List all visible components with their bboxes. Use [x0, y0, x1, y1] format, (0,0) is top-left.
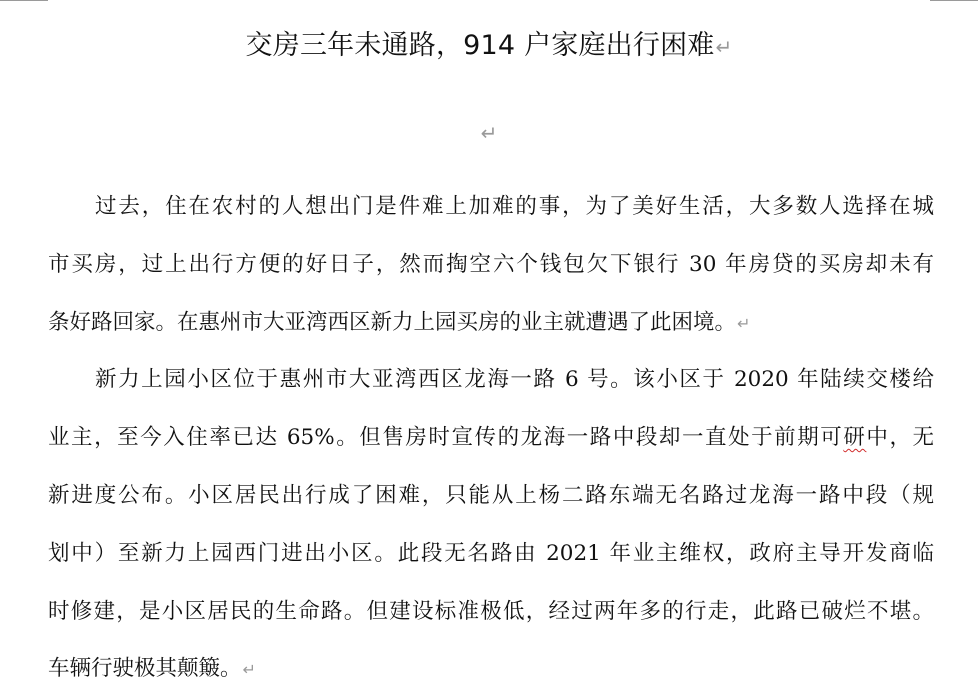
paragraph-mark-icon: ↵: [715, 35, 733, 59]
paragraph-2-line-2: [48, 409, 934, 467]
paragraph-mark-icon: ↵: [242, 660, 256, 680]
title-text: 交房三年未通路，914 户家庭出行困难: [245, 30, 715, 61]
paragraph-1-line-2: 市买房，过上出行方便的好日子，然而掏空六个钱包欠下银行 30 年房贷的买房却未有: [48, 251, 934, 277]
document-title[interactable]: [0, 26, 978, 67]
paragraph-mark-icon: ↵: [737, 313, 751, 333]
paragraph-2-line-6-text: 车辆行驶极其颠簸。: [48, 656, 242, 682]
paragraph-2-line-3: 新进度公布。小区居民出行成了困难，只能从上杨二路东端无名路过龙海一路中段（规: [48, 482, 934, 508]
page-corner-mark-left: [0, 0, 48, 1]
empty-paragraph[interactable]: [0, 118, 978, 150]
document-body[interactable]: [48, 178, 934, 690]
paragraph-2-line-2-text: 业主，至今入住率已达 65%。但售房时宣传的龙海一路中段却一直处于前期可: [48, 425, 844, 451]
paragraph-2-line-2-tail: 中，无: [866, 425, 934, 451]
paragraph-mark-icon: ↵: [480, 121, 498, 145]
paragraph-1-line-3: [48, 294, 934, 352]
paragraph-1-line-1: 过去，住在农村的人想出门是件难上加难的事，为了美好生活，大多数人选择在城: [95, 194, 934, 219]
paragraph-2-line-4: 划中）至新力上园西门进出小区。此段无名路由 2021 年业主维权，政府主导开发商临: [48, 540, 934, 566]
paragraph-2-line-1: 新力上园小区位于惠州市大亚湾西区龙海一路 6 号。该小区于 2020 年陆续交楼给: [95, 367, 934, 393]
paragraph-2-line-6: [48, 640, 934, 690]
page-corner-mark-right: [930, 0, 978, 1]
paragraph-1-line-3-text: 条好路回家。在惠州市大亚湾西区新力上园买房的业主就遭遇了此困境。: [48, 309, 737, 335]
spellcheck-flagged-word[interactable]: 研: [843, 425, 867, 451]
paragraph-2-line-5: 时修建，是小区居民的生命路。但建设标准极低，经过两年多的行走，此路已破烂不堪。: [48, 598, 934, 624]
